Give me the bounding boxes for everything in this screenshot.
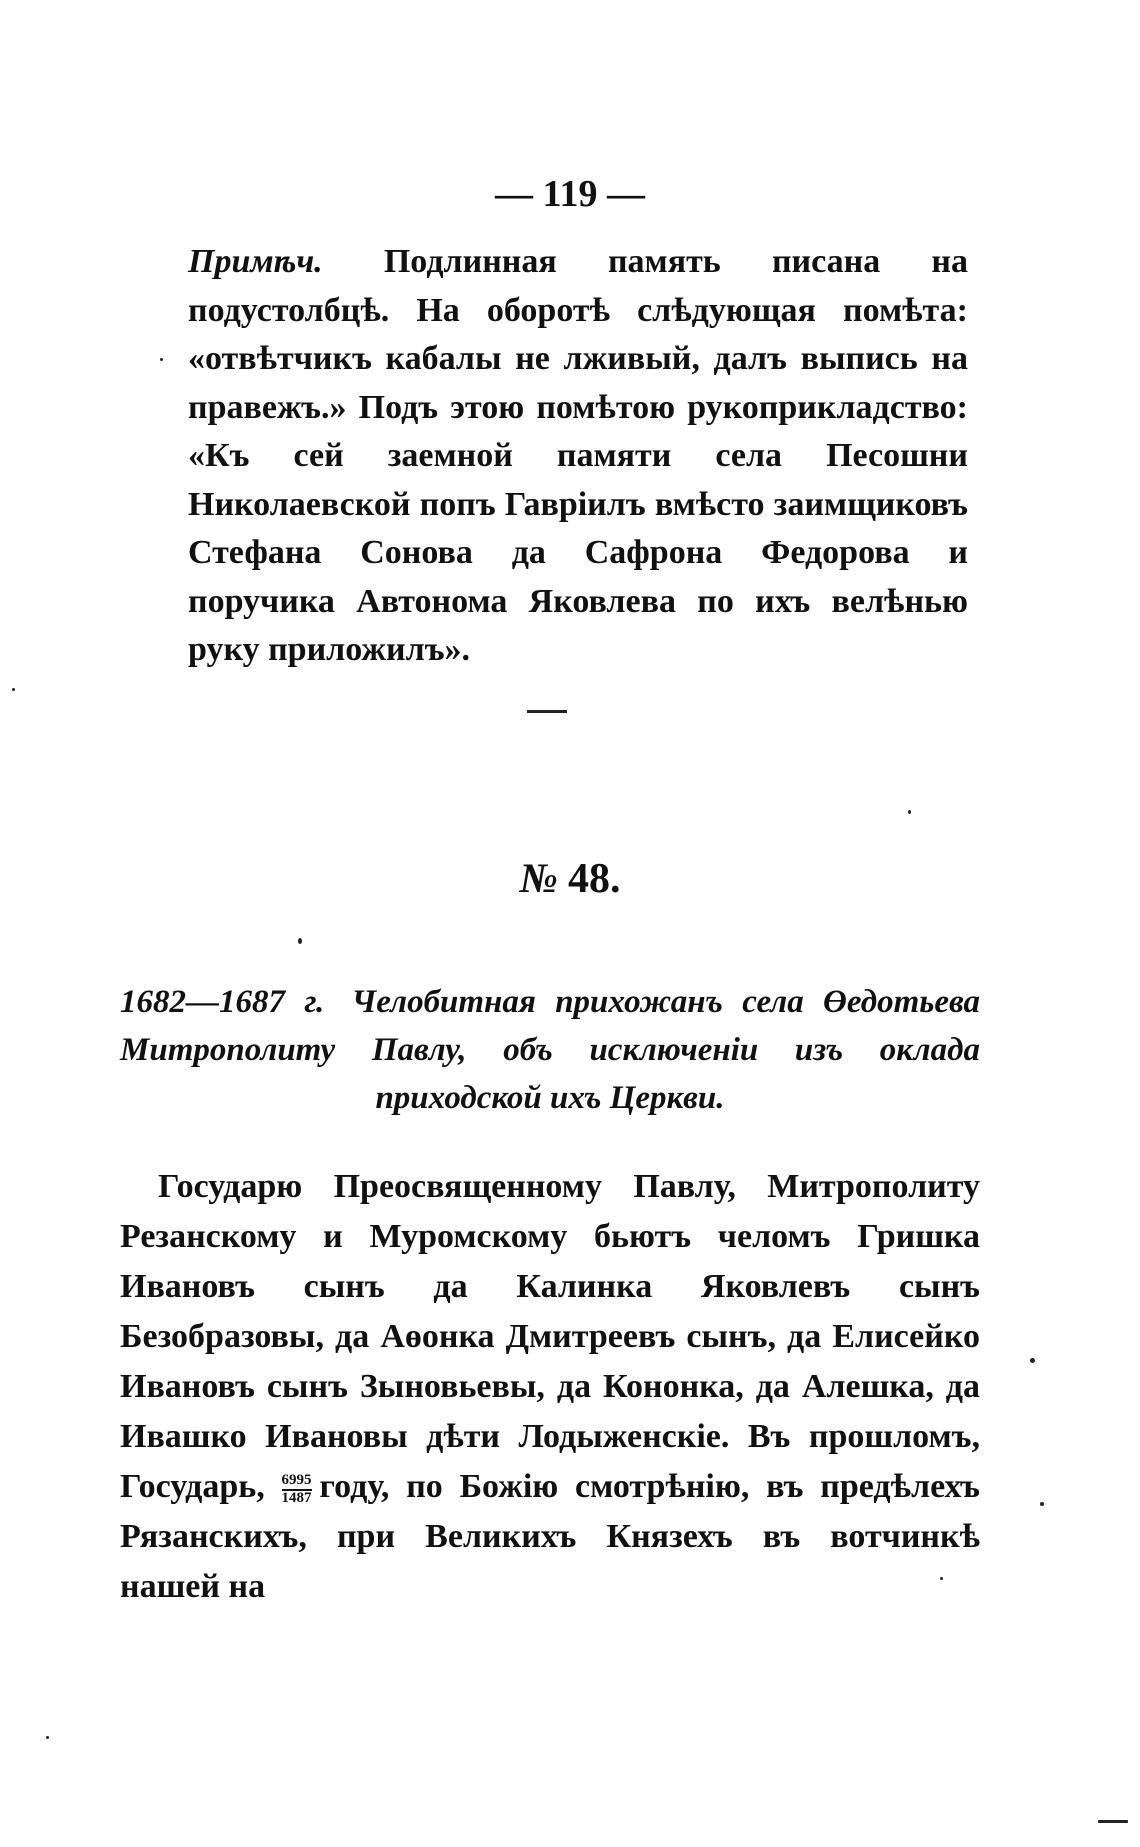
scan-speck: [1030, 1358, 1035, 1363]
document-body: [120, 1162, 980, 1612]
scan-speck: [940, 1577, 943, 1580]
editorial-note: [188, 238, 968, 675]
year-denominator: 1487: [281, 1489, 312, 1506]
document-years: 1682—1687 г.: [120, 984, 325, 1020]
document-number: [0, 855, 1140, 903]
note-text: Подлинная память писана на подустолбцѣ. На оборотѣ слѣдующая помѣта: «отвѣтчикъ кабалы не лживый, далъ выпись на правежъ.» Подъ этою помѣтою рукоприкладство: «Къ сей заемной памяти села Песошни Николаевской попъ Гавріилъ вмѣсто заимщиковъ Стефана Сонова да Сафрона Федорова и поручика Автонома Яковлева по ихъ велѣнью руку приложилъ».: [188, 243, 968, 668]
scan-speck: [12, 688, 15, 691]
scan-speck: [1098, 1820, 1128, 1823]
document-number-value: 48.: [567, 856, 621, 902]
scan-speck: [908, 810, 911, 814]
note-label: Примѣч.: [188, 243, 323, 280]
body-text-part1: Государю Преосвященному Павлу, Митрополиту Резанскому и Муромскому бьютъ челомъ Гришка Ивановъ сынъ да Калинка Яковлевъ сынъ Безобразовы, да Аөонка Дмитреевъ сынъ, да Елисейко Ивановъ сынъ Зыновьевы, да Кононка, да Алешка, да Ивашко Ивановы дѣти Лодыженскіе. Въ прошломъ, Государь,: [120, 1168, 980, 1505]
page-number: — 119 —: [495, 173, 645, 215]
document-title-text: Челобитная прихожанъ села Өедотьева Митрополиту Павлу, объ исключеніи изъ оклада приходской ихъ Церкви.: [120, 984, 980, 1116]
year-numerator: 6995: [282, 1473, 312, 1491]
number-sign: №: [519, 856, 558, 902]
year-fraction: [282, 1473, 312, 1506]
section-divider: [527, 710, 567, 713]
body-text-part2: году, по Божію смотрѣнію, въ предѣлехъ Рязанскихъ, при Великихъ Князехъ въ вотчинкѣ нашей на: [120, 1468, 981, 1605]
scan-speck: [160, 358, 163, 361]
document-title: [120, 978, 980, 1122]
scan-speck: [46, 1736, 49, 1739]
scan-speck: [1040, 1502, 1044, 1506]
scan-speck: [298, 938, 302, 944]
